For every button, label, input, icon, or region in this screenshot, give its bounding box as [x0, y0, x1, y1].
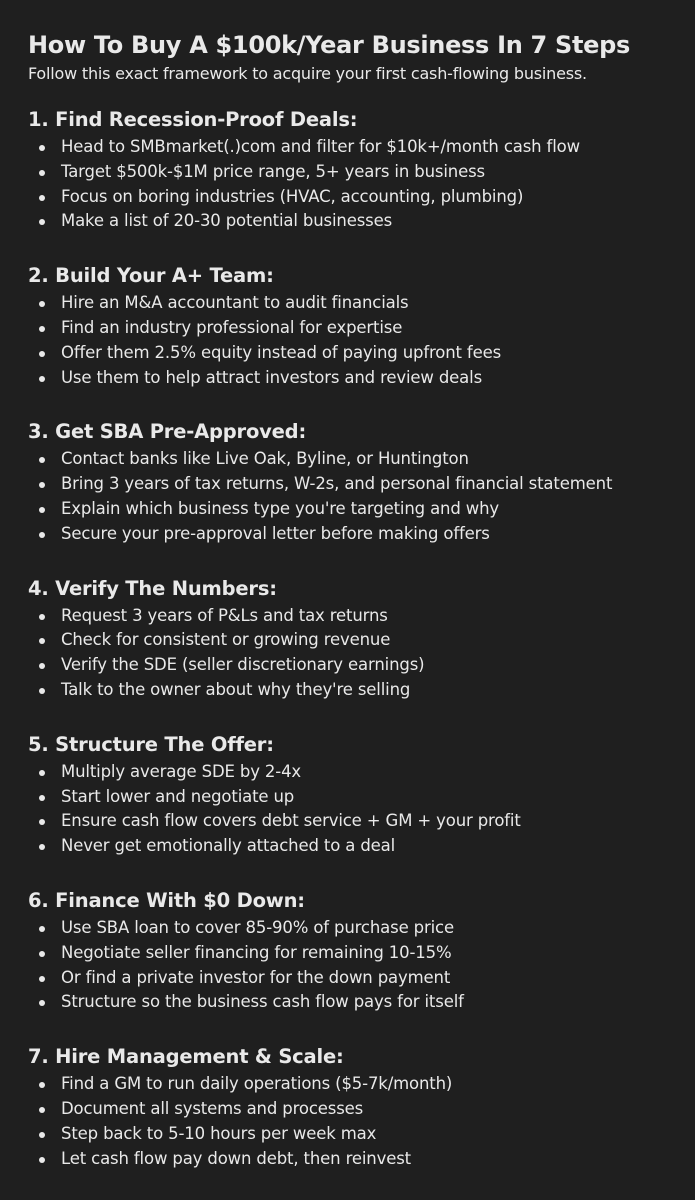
bullet-dot-icon: [39, 145, 45, 151]
bullet-dot-icon: [39, 1082, 45, 1088]
step-bullet-item: [28, 160, 677, 185]
step-bullet-list: [28, 916, 677, 1015]
step-section: [28, 575, 677, 703]
bullet-dot-icon: [39, 507, 45, 513]
bullet-text: Structure so the business cash flow pays for itself: [61, 992, 464, 1012]
bullet-dot-icon: [39, 614, 45, 620]
bullet-dot-icon: [39, 457, 45, 463]
bullet-dot-icon: [39, 482, 45, 488]
bullet-text: Contact banks like Live Oak, Byline, or Huntington: [61, 449, 469, 469]
bullet-dot-icon: [39, 326, 45, 332]
bullet-text: Negotiate seller financing for remaining 10-15%: [61, 942, 452, 962]
bullet-text: Focus on boring industries (HVAC, accounting, plumbing): [61, 186, 524, 206]
bullet-text: Target $500k-$1M price range, 5+ years in business: [61, 161, 485, 181]
step-bullet-item: [28, 653, 677, 678]
bullet-text: Start lower and negotiate up: [61, 786, 295, 806]
step-heading: 4. Verify The Numbers:: [28, 576, 277, 600]
step-bullet-item: [28, 522, 677, 547]
step-bullet-list: [28, 1072, 677, 1171]
bullet-text: Use them to help attract investors and review deals: [61, 367, 483, 387]
bullet-text: Step back to 5-10 hours per week max: [61, 1123, 377, 1143]
step-heading: 5. Structure The Offer:: [28, 732, 274, 756]
step-bullet-item: [28, 1147, 677, 1172]
bullet-text: Find an industry professional for expertise: [61, 317, 403, 337]
step-section: [28, 106, 677, 234]
bullet-dot-icon: [39, 1107, 45, 1113]
bullet-dot-icon: [39, 1157, 45, 1163]
bullet-dot-icon: [39, 688, 45, 694]
bullet-text: Bring 3 years of tax returns, W-2s, and personal financial statement: [61, 474, 613, 494]
bullet-text: Request 3 years of P&Ls and tax returns: [61, 605, 388, 625]
step-bullet-item: [28, 760, 677, 785]
bullet-dot-icon: [39, 976, 45, 982]
step-bullet-item: [28, 941, 677, 966]
step-bullet-item: [28, 1122, 677, 1147]
bullet-dot-icon: [39, 351, 45, 357]
bullet-text: Offer them 2.5% equity instead of paying upfront fees: [61, 342, 502, 362]
step-bullet-item: [28, 990, 677, 1015]
step-bullet-item: [28, 809, 677, 834]
bullet-text: Document all systems and processes: [61, 1098, 364, 1118]
step-bullet-list: [28, 447, 677, 546]
step-section: [28, 262, 677, 390]
step-bullet-item: [28, 604, 677, 629]
bullet-dot-icon: [39, 170, 45, 176]
step-heading: 6. Finance With $0 Down:: [28, 888, 305, 912]
page-title: How To Buy A $100k/Year Business In 7 Steps: [28, 31, 631, 59]
bullet-text: Check for consistent or growing revenue: [61, 630, 391, 650]
step-bullet-item: [28, 185, 677, 210]
bullet-text: Make a list of 20-30 potential businesses: [61, 211, 393, 231]
bullet-text: Never get emotionally attached to a deal: [61, 836, 396, 856]
step-bullet-list: [28, 291, 677, 390]
step-heading: 7. Hire Management & Scale:: [28, 1045, 344, 1069]
steps-container: [28, 106, 677, 1171]
bullet-dot-icon: [39, 844, 45, 850]
bullet-text: Secure your pre-approval letter before making offers: [61, 523, 490, 543]
step-bullet-item: [28, 209, 677, 234]
step-section: [28, 887, 677, 1015]
step-section: [28, 1043, 677, 1171]
bullet-text: Find a GM to run daily operations ($5-7k/month): [61, 1074, 453, 1094]
step-heading: 3. Get SBA Pre-Approved:: [28, 420, 307, 444]
bullet-text: Head to SMBmarket(.)com and filter for $10k+/month cash flow: [61, 137, 580, 156]
bullet-dot-icon: [39, 795, 45, 801]
step-bullet-item: [28, 447, 677, 472]
bullet-text: Let cash flow pay down debt, then reinvest: [61, 1148, 411, 1168]
bullet-dot-icon: [39, 532, 45, 538]
step-bullet-list: [28, 135, 677, 234]
step-bullet-item: [28, 678, 677, 703]
step-heading: 2. Build Your A+ Team:: [28, 264, 274, 288]
bullet-text: Multiply average SDE by 2-4x: [61, 761, 302, 781]
step-bullet-list: [28, 604, 677, 703]
step-bullet-item: [28, 966, 677, 991]
step-bullet-item: [28, 472, 677, 497]
bullet-text: Talk to the owner about why they're selling: [61, 679, 411, 699]
bullet-text: Verify the SDE (seller discretionary earnings): [61, 655, 425, 675]
bullet-text: Hire an M&A accountant to audit financials: [61, 293, 409, 313]
bullet-text: Or find a private investor for the down payment: [61, 967, 451, 987]
bullet-dot-icon: [39, 1000, 45, 1006]
step-bullet-item: [28, 834, 677, 859]
bullet-dot-icon: [39, 376, 45, 382]
bullet-dot-icon: [39, 638, 45, 644]
step-bullet-item: [28, 1097, 677, 1122]
step-section: [28, 418, 677, 546]
bullet-dot-icon: [39, 819, 45, 825]
bullet-dot-icon: [39, 951, 45, 957]
step-bullet-item: [28, 291, 677, 316]
bullet-dot-icon: [39, 926, 45, 932]
bullet-text: Explain which business type you're targeting and why: [61, 498, 500, 518]
bullet-dot-icon: [39, 1132, 45, 1138]
step-heading: 1. Find Recession-Proof Deals:: [28, 108, 358, 131]
bullet-text: Use SBA loan to cover 85-90% of purchase price: [61, 917, 454, 937]
step-bullet-item: [28, 497, 677, 522]
bullet-dot-icon: [39, 663, 45, 669]
step-bullet-item: [28, 628, 677, 653]
bullet-dot-icon: [39, 770, 45, 776]
bullet-dot-icon: [39, 195, 45, 201]
step-bullet-item: [28, 341, 677, 366]
step-bullet-item: [28, 366, 677, 391]
page-subtitle: Follow this exact framework to acquire your first cash-flowing business.: [28, 64, 587, 83]
step-bullet-item: [28, 916, 677, 941]
step-bullet-item: [28, 316, 677, 341]
step-bullet-list: [28, 760, 677, 859]
bullet-dot-icon: [39, 219, 45, 225]
bullet-dot-icon: [39, 301, 45, 307]
step-section: [28, 731, 677, 859]
step-bullet-item: [28, 1072, 677, 1097]
step-bullet-item: [28, 785, 677, 810]
step-bullet-item: [28, 135, 677, 160]
bullet-text: Ensure cash flow covers debt service + GM + your profit: [61, 811, 521, 831]
